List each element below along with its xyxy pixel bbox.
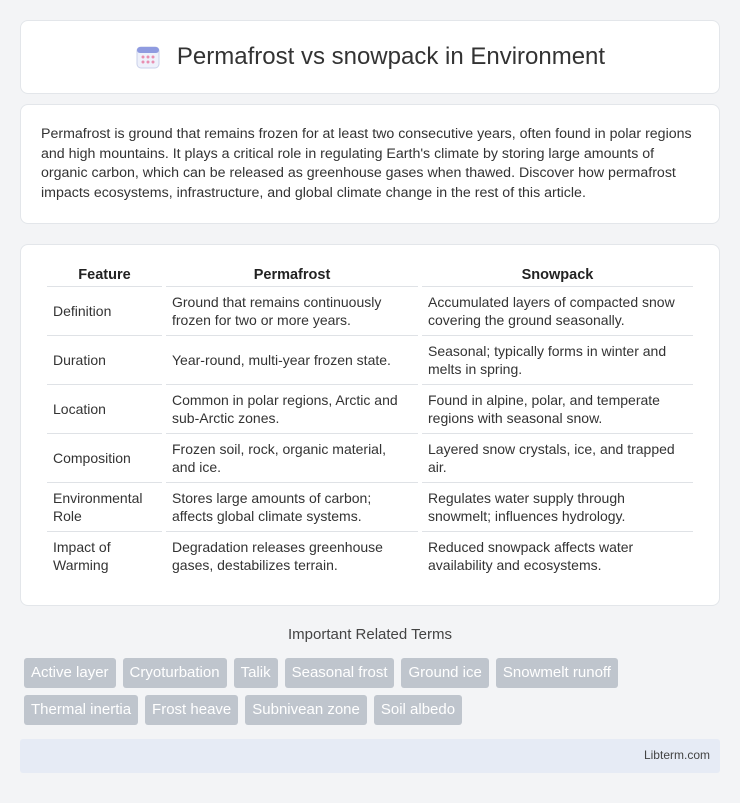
related-term-tag[interactable]: Ground ice [401, 658, 488, 688]
related-terms-heading: Important Related Terms [288, 626, 452, 643]
intro-card [20, 104, 720, 224]
column-header-feature: Feature [78, 267, 131, 283]
header-card [20, 20, 720, 94]
feature-cell: Location [47, 384, 162, 433]
permafrost-cell: Stores large amounts of carbon; affects global climate systems. [166, 482, 418, 531]
related-term-tag[interactable]: Thermal inertia [24, 695, 138, 725]
calendar-icon [135, 44, 161, 70]
snowpack-cell: Reduced snowpack affects water availability and ecosystems. [422, 531, 693, 580]
related-term-tag[interactable]: Talik [234, 658, 278, 688]
feature-cell: Environmental Role [47, 482, 162, 531]
related-term-tag[interactable]: Soil albedo [374, 695, 462, 725]
footer [20, 739, 720, 773]
related-term-tag[interactable]: Cryoturbation [123, 658, 227, 688]
permafrost-cell: Year-round, multi-year frozen state. [166, 335, 418, 384]
column-header-permafrost: Permafrost [253, 267, 331, 283]
page-title: Permafrost vs snowpack in Environment [176, 43, 606, 70]
comparison-table-card [20, 244, 720, 606]
table-header-row [47, 265, 693, 286]
related-term-tag[interactable]: Seasonal frost [285, 658, 395, 688]
comparison-table [43, 265, 697, 580]
related-term-tag[interactable]: Active layer [24, 658, 116, 688]
column-header-snowpack: Snowpack [521, 267, 594, 283]
feature-cell: Definition [47, 286, 162, 335]
table-row [47, 433, 693, 482]
related-terms-list [24, 658, 724, 725]
feature-cell: Composition [47, 433, 162, 482]
related-term-tag[interactable]: Subnivean zone [245, 695, 367, 725]
snowpack-cell: Seasonal; typically forms in winter and melts in spring. [422, 335, 693, 384]
table-row [47, 531, 693, 580]
title-wrap [135, 43, 605, 71]
snowpack-cell: Layered snow crystals, ice, and trapped air. [422, 433, 693, 482]
related-term-tag[interactable]: Snowmelt runoff [496, 658, 618, 688]
permafrost-cell: Common in polar regions, Arctic and sub-Arctic zones. [166, 384, 418, 433]
permafrost-cell: Frozen soil, rock, organic material, and ice. [166, 433, 418, 482]
snowpack-cell: Regulates water supply through snowmelt; influences hydrology. [422, 482, 693, 531]
intro-paragraph: Permafrost is ground that remains frozen for at least two consecutive years, often found in polar regions and high mountains. It plays a critical role in regulating Earth's climate by storing large amounts of organic carbon, which can be released as greenhouse gases when thawed. Discover how permafrost impacts ecosystems, infrastructure, and global climate change in the rest of this article. [41, 126, 692, 201]
feature-cell: Impact of Warming [47, 531, 162, 580]
footer-site-link[interactable]: Libterm.com [643, 748, 710, 762]
snowpack-cell: Accumulated layers of compacted snow covering the ground seasonally. [422, 286, 693, 335]
snowpack-cell: Found in alpine, polar, and temperate regions with seasonal snow. [422, 384, 693, 433]
table-row [47, 384, 693, 433]
related-term-tag[interactable]: Frost heave [145, 695, 238, 725]
table-row [47, 286, 693, 335]
feature-cell: Duration [47, 335, 162, 384]
permafrost-cell: Ground that remains continuously frozen for two or more years. [166, 286, 418, 335]
table-row [47, 482, 693, 531]
permafrost-cell: Degradation releases greenhouse gases, destabilizes terrain. [166, 531, 418, 580]
table-row [47, 335, 693, 384]
